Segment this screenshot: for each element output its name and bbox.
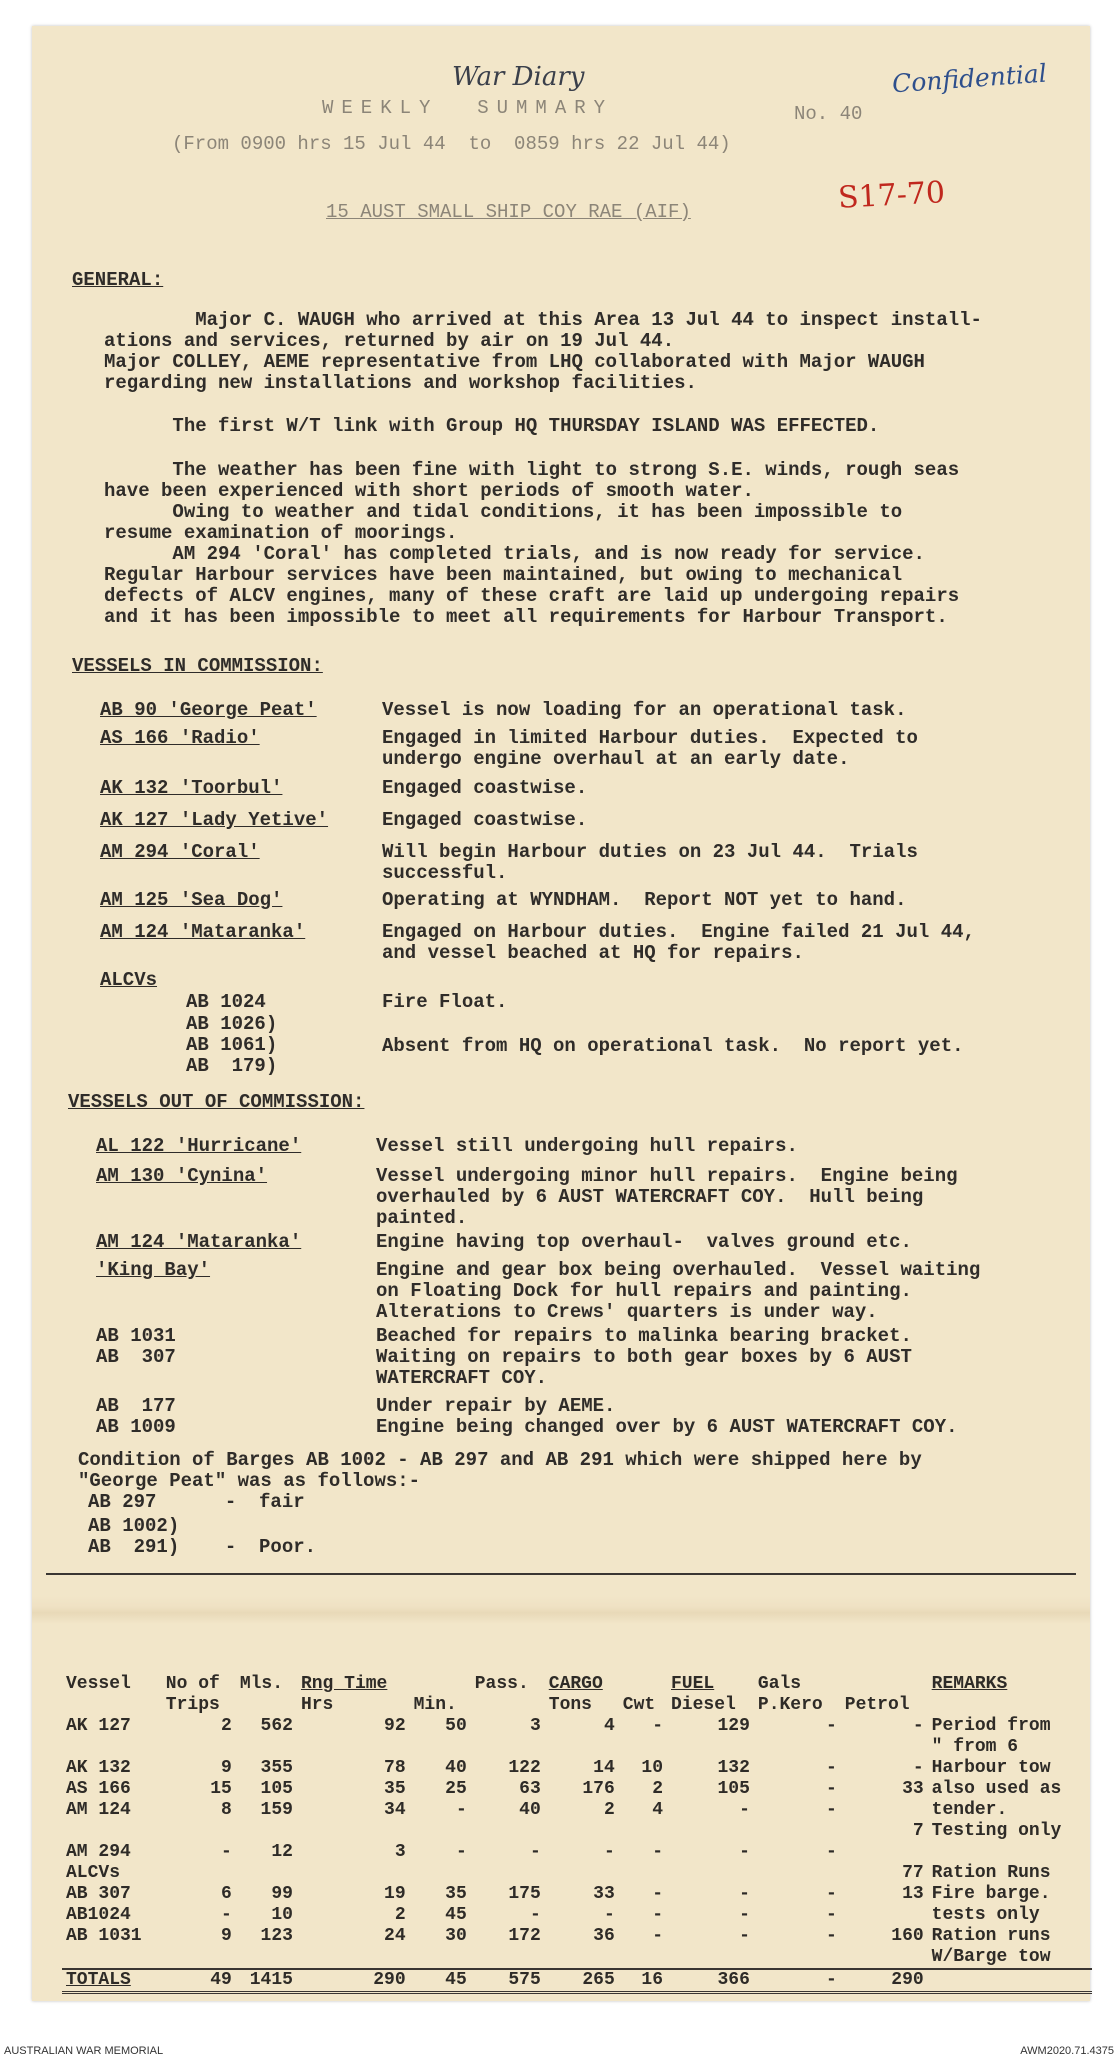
general-heading: GENERAL: xyxy=(72,269,164,291)
table-cell: - xyxy=(652,1716,663,1736)
table-cell: - xyxy=(529,1905,541,1925)
vessel-cell: AS 166 xyxy=(66,1779,131,1799)
vessel-name: AB 1026) AB 1061) AB 179) xyxy=(186,1013,278,1077)
table-cell xyxy=(297,1821,410,1842)
vessel-status: Engaged on Harbour duties. Engine failed 21 Jul 44, and vessel beached at HQ for repairs. xyxy=(382,921,975,964)
table-header-row xyxy=(62,1695,1092,1716)
table-cell: - xyxy=(739,1884,750,1904)
remarks-cell: tests only xyxy=(931,1905,1040,1925)
table-cell xyxy=(754,1863,841,1884)
table-cell xyxy=(545,1821,619,1842)
table-cell: 25 xyxy=(445,1779,467,1799)
remarks-cell: W/Barge tow xyxy=(931,1947,1051,1967)
table-cell: 105 xyxy=(717,1779,750,1799)
table-cell xyxy=(297,1947,410,1969)
table-cell: 92 xyxy=(384,1716,406,1736)
out-of-commission-heading: VESSELS OUT OF COMMISSION: xyxy=(68,1091,365,1113)
column-header: Tons xyxy=(548,1695,592,1715)
general-line: resume examination of moorings. xyxy=(104,522,458,544)
table-cell xyxy=(471,1947,545,1969)
table-cell: 30 xyxy=(445,1926,467,1946)
totals-cell: TOTALS xyxy=(66,1970,131,1990)
vessel-cell: AM 124 xyxy=(66,1800,131,1820)
table-cell: 10 xyxy=(641,1758,663,1778)
table-cell: 2 xyxy=(221,1716,232,1736)
vessel-cell: AB 307 xyxy=(66,1884,131,1904)
vessel-status: Waiting on repairs to both gear boxes by 6 AUST WATERCRAFT COY. xyxy=(376,1346,912,1389)
table-cell: 63 xyxy=(519,1779,541,1799)
vessel-name: AB 307 xyxy=(96,1346,176,1368)
table-cell xyxy=(471,1863,545,1884)
table-cell: - xyxy=(825,1905,837,1925)
table-cell: - xyxy=(739,1905,750,1925)
table-cell: 2 xyxy=(603,1800,615,1820)
barge-line: AB 297 - fair xyxy=(88,1491,305,1513)
remarks-cell: Ration Runs xyxy=(931,1863,1051,1883)
table-cell: 562 xyxy=(260,1716,293,1736)
vessel-status: Operating at WYNDHAM. Report NOT yet to hand. xyxy=(382,889,907,911)
table-cell: 8 xyxy=(221,1800,232,1820)
column-header: FUEL xyxy=(671,1674,715,1694)
table-cell: - xyxy=(825,1842,837,1862)
table-cell: - xyxy=(912,1716,924,1736)
barge-line: AB 1002) xyxy=(88,1515,180,1537)
table-row xyxy=(62,1716,1092,1737)
table-body xyxy=(62,1716,1092,1969)
table-cell: 122 xyxy=(508,1758,541,1778)
remarks-cell: Period from xyxy=(931,1716,1051,1736)
table-cell: 77 xyxy=(902,1863,924,1883)
vessel-name: AK 127 'Lady Yetive' xyxy=(100,809,329,831)
table-cell: 175 xyxy=(508,1884,541,1904)
table-cell: - xyxy=(739,1926,750,1946)
table-cell: - xyxy=(652,1926,663,1946)
weekly-vessel-summary-table xyxy=(62,1674,1092,1994)
vessel-cell: ALCVs xyxy=(66,1863,121,1883)
vessel-status: Vessel still undergoing hull repairs. xyxy=(376,1135,798,1157)
vessel-status: Engine having top overhaul- valves ground etc. xyxy=(376,1231,912,1253)
table-cell: - xyxy=(652,1842,663,1862)
table-cell xyxy=(619,1863,667,1884)
table-cell xyxy=(667,1821,754,1842)
table-cell xyxy=(754,1821,841,1842)
vessel-status: Absent from HQ on operational task. No report yet. xyxy=(382,1035,964,1057)
table-cell xyxy=(841,1800,928,1821)
table-cell xyxy=(162,1737,236,1758)
table-cell xyxy=(619,1947,667,1969)
vessel-cell xyxy=(62,1821,162,1842)
remarks-cell: Harbour tow xyxy=(931,1758,1051,1778)
table-cell: - xyxy=(221,1842,232,1862)
table-cell xyxy=(619,1821,667,1842)
vessel-cell: AM 294 xyxy=(66,1842,131,1862)
column-header: Hrs xyxy=(300,1695,334,1715)
table-cell: 33 xyxy=(593,1884,615,1904)
vessel-status: Engaged coastwise. xyxy=(382,777,588,799)
table-cell: 9 xyxy=(221,1926,232,1946)
war-diary-annotation: War Diary xyxy=(452,62,585,92)
vessel-name: AB 1009 xyxy=(96,1416,176,1438)
table-cell: 19 xyxy=(384,1884,406,1904)
vessel-name: AM 125 'Sea Dog' xyxy=(100,889,283,911)
archive-reference: AWM2020.71.4375 xyxy=(1020,2045,1114,2057)
table-cell xyxy=(236,1947,297,1969)
table-cell: 6 xyxy=(221,1884,232,1904)
column-header xyxy=(62,1695,162,1716)
vessel-cell: AK 127 xyxy=(66,1716,131,1736)
remarks-cell: tender. xyxy=(931,1800,1008,1820)
section-divider xyxy=(46,1573,1076,1575)
vessel-cell: AB 1031 xyxy=(66,1926,142,1946)
in-commission-heading: VESSELS IN COMMISSION: xyxy=(72,655,323,677)
table-cell xyxy=(410,1863,471,1884)
reporting-period: (From 0900 hrs 15 Jul 44 to 0859 hrs 22 Jul 44) xyxy=(172,133,731,155)
table-cell: 4 xyxy=(652,1800,663,1820)
table-cell: 355 xyxy=(260,1758,293,1778)
general-line: ations and services, returned by air on 19 Jul 44. xyxy=(104,330,675,352)
general-line: Major C. WAUGH who arrived at this Area 13 Jul 44 to inspect install- xyxy=(104,309,982,331)
column-header: Trips xyxy=(165,1695,220,1715)
totals-cell: 366 xyxy=(717,1970,750,1990)
table-cell xyxy=(471,1821,545,1842)
vessel-status: Fire Float. xyxy=(382,991,508,1013)
table-cell xyxy=(667,1947,754,1969)
vessel-status: Under repair by AEME. xyxy=(376,1395,616,1417)
column-header xyxy=(471,1695,545,1716)
vessel-cell: AB1024 xyxy=(66,1905,131,1925)
general-line: have been experienced with short periods of smooth water. xyxy=(104,480,754,502)
table-row xyxy=(62,1800,1092,1821)
table-cell: - xyxy=(825,1800,837,1820)
table-row xyxy=(62,1863,1092,1884)
table-cell: 24 xyxy=(384,1926,406,1946)
table-cell: - xyxy=(455,1842,467,1862)
table-cell: 4 xyxy=(603,1716,615,1736)
table-cell: - xyxy=(652,1905,663,1925)
document-page xyxy=(32,26,1090,2001)
table-cell: 3 xyxy=(394,1842,406,1862)
column-header: No of xyxy=(165,1674,220,1694)
table-cell xyxy=(667,1863,754,1884)
vessel-name: 'King Bay' xyxy=(96,1259,211,1281)
table-cell xyxy=(471,1737,545,1758)
vessel-name: AB 1024 xyxy=(186,991,266,1013)
table-cell xyxy=(236,1737,297,1758)
table-cell: - xyxy=(825,1758,837,1778)
vessel-name: AM 124 'Mataranka' xyxy=(96,1231,302,1253)
table-cell: 159 xyxy=(260,1800,293,1820)
table-cell xyxy=(754,1737,841,1758)
reference-number-annotation: S17-70 xyxy=(837,175,946,216)
totals-cell: 290 xyxy=(891,1970,924,1990)
table-cell: - xyxy=(652,1884,663,1904)
column-header: Vessel xyxy=(66,1674,131,1694)
table-row xyxy=(62,1821,1092,1842)
barge-line: Condition of Barges AB 1002 - AB 297 and AB 291 which were shipped here by xyxy=(78,1449,922,1471)
table-cell: - xyxy=(221,1905,232,1925)
general-line: Owing to weather and tidal conditions, it has been impossible to xyxy=(104,501,903,523)
totals-cell: - xyxy=(825,1970,837,1990)
table-cell: 14 xyxy=(593,1758,615,1778)
table-cell: 129 xyxy=(717,1716,750,1736)
column-header xyxy=(841,1674,928,1695)
vessel-cell: AK 132 xyxy=(66,1758,131,1778)
column-header xyxy=(619,1674,667,1695)
table-cell xyxy=(297,1863,410,1884)
table-cell xyxy=(236,1821,297,1842)
vessel-name: AM 130 'Cynina' xyxy=(96,1165,268,1187)
column-header: CARGO xyxy=(548,1674,603,1694)
table-cell xyxy=(162,1863,236,1884)
alcv-label: ALCVs xyxy=(100,969,158,991)
barge-line: "George Peat" was as follows:- xyxy=(78,1470,421,1492)
general-line: The weather has been fine with light to strong S.E. winds, rough seas xyxy=(104,459,960,481)
table-cell: 2 xyxy=(652,1779,663,1799)
vessel-name: AL 122 'Hurricane' xyxy=(96,1135,302,1157)
table-cell: 123 xyxy=(260,1926,293,1946)
table-cell: 45 xyxy=(445,1905,467,1925)
table-cell: 35 xyxy=(384,1779,406,1799)
table-cell: 3 xyxy=(529,1716,541,1736)
column-header xyxy=(410,1674,471,1695)
totals-cell: 575 xyxy=(508,1970,541,1990)
table-cell xyxy=(841,1737,928,1758)
column-header: Min. xyxy=(413,1695,457,1715)
table-cell: 13 xyxy=(902,1884,924,1904)
table-row xyxy=(62,1737,1092,1758)
table-cell: 176 xyxy=(582,1779,615,1799)
totals-cell: 1415 xyxy=(249,1970,293,1990)
general-line: The first W/T link with Group HQ THURSDAY ISLAND WAS EFFECTED. xyxy=(104,415,880,437)
table-cell: 15 xyxy=(210,1779,232,1799)
table-cell: 2 xyxy=(394,1905,406,1925)
totals-cell: 49 xyxy=(210,1970,232,1990)
vessel-name: AB 90 'George Peat' xyxy=(100,699,317,721)
vessel-status: Will begin Harbour duties on 23 Jul 44. Trials successful. xyxy=(382,841,918,884)
table-cell xyxy=(410,1947,471,1969)
table-cell xyxy=(162,1821,236,1842)
table-cell: - xyxy=(825,1716,837,1736)
column-header: Pass. xyxy=(474,1674,529,1694)
vessel-name: AB 1031 xyxy=(96,1325,176,1347)
table-cell: 40 xyxy=(445,1758,467,1778)
vessel-status: Engaged coastwise. xyxy=(382,809,588,831)
vessel-name: AS 166 'Radio' xyxy=(100,727,260,749)
totals-cell: 265 xyxy=(582,1970,615,1990)
column-header: P.Kero xyxy=(757,1695,823,1715)
table-cell xyxy=(410,1737,471,1758)
unit-name: 15 AUST SMALL SHIP COY RAE (AIF) xyxy=(326,201,691,223)
general-line: regarding new installations and workshop facilities. xyxy=(104,372,697,394)
table-cell xyxy=(297,1737,410,1758)
table-cell: 7 xyxy=(912,1821,924,1841)
table-row xyxy=(62,1947,1092,1969)
table-cell: 40 xyxy=(519,1800,541,1820)
vessel-status: Engaged in limited Harbour duties. Expected to undergo engine overhaul at an early date. xyxy=(382,727,918,770)
column-header xyxy=(928,1695,1092,1716)
table-cell: - xyxy=(739,1800,750,1820)
table-cell: 99 xyxy=(271,1884,293,1904)
table-cell: - xyxy=(825,1884,837,1904)
table-cell: 33 xyxy=(902,1779,924,1799)
table-cell xyxy=(545,1863,619,1884)
table-cell xyxy=(841,1842,928,1863)
remarks-cell: " from 6 xyxy=(931,1737,1019,1757)
totals-cell: 16 xyxy=(641,1970,663,1990)
column-header: Rng Time xyxy=(300,1674,388,1694)
totals-cell xyxy=(928,1969,1092,1993)
remarks-cell: Testing only xyxy=(931,1821,1062,1841)
vessel-name: AK 132 'Toorbul' xyxy=(100,777,283,799)
vessel-name: AM 124 'Mataranka' xyxy=(100,921,306,943)
table-cell: - xyxy=(529,1842,541,1862)
table-cell: 10 xyxy=(271,1905,293,1925)
table-cell: 105 xyxy=(260,1779,293,1799)
confidential-annotation: Confidential xyxy=(891,58,1048,99)
column-header: Petrol xyxy=(844,1695,910,1715)
vessel-status: Engine being changed over by 6 AUST WATERCRAFT COY. xyxy=(376,1416,958,1438)
document-title: WEEKLY SUMMARY xyxy=(322,97,614,119)
remarks-cell: Ration runs xyxy=(931,1926,1051,1946)
table-cell: - xyxy=(825,1926,837,1946)
totals-cell: 290 xyxy=(373,1970,406,1990)
vessel-cell xyxy=(62,1947,162,1969)
general-line: defects of ALCV engines, many of these craft are laid up undergoing repairs xyxy=(104,585,960,607)
table-header-row xyxy=(62,1674,1092,1695)
table-cell: - xyxy=(912,1758,924,1778)
totals-row xyxy=(62,1969,1092,1993)
table-cell: 36 xyxy=(593,1926,615,1946)
table-cell xyxy=(667,1737,754,1758)
table-cell xyxy=(236,1863,297,1884)
table-cell xyxy=(410,1821,471,1842)
table-row xyxy=(62,1905,1092,1926)
vessel-status: Vessel is now loading for an operational task. xyxy=(382,699,907,721)
table-cell xyxy=(841,1947,928,1969)
table-cell: 78 xyxy=(384,1758,406,1778)
general-line: AM 294 'Coral' has completed trials, and is now ready for service. xyxy=(104,543,925,565)
table-cell xyxy=(841,1905,928,1926)
table-cell: - xyxy=(603,1905,615,1925)
table-cell xyxy=(754,1947,841,1969)
table-cell: 172 xyxy=(508,1926,541,1946)
table-cell: - xyxy=(603,1842,615,1862)
vessel-status: Engine and gear box being overhauled. Vessel waiting on Floating Dock for hull repairs and painting. Alterations to Crews' quarters is under way. xyxy=(376,1259,981,1323)
table-cell xyxy=(545,1947,619,1969)
vessel-name: AM 294 'Coral' xyxy=(100,841,260,863)
table-cell: 34 xyxy=(384,1800,406,1820)
table-cell: - xyxy=(739,1842,750,1862)
vessel-status: Beached for repairs to malinka bearing bracket. xyxy=(376,1325,912,1347)
column-header: Diesel xyxy=(671,1695,736,1715)
archive-credit: AUSTRALIAN WAR MEMORIAL xyxy=(4,2045,164,2057)
table-cell: 35 xyxy=(445,1884,467,1904)
column-header: Mls. xyxy=(239,1674,284,1694)
table-row xyxy=(62,1758,1092,1779)
column-header: Gals xyxy=(757,1674,802,1694)
table-cell: 12 xyxy=(271,1842,293,1862)
table-cell xyxy=(619,1737,667,1758)
general-line: Regular Harbour services have been maintained, but owing to mechanical xyxy=(104,564,903,586)
general-line: Major COLLEY, AEME representative from LHQ collaborated with Major WAUGH xyxy=(104,351,925,373)
table-cell: 132 xyxy=(717,1758,750,1778)
table-cell xyxy=(162,1947,236,1969)
vessel-name: AB 177 xyxy=(96,1395,176,1417)
column-header: Cwt xyxy=(622,1695,656,1715)
table-row xyxy=(62,1779,1092,1800)
table-row xyxy=(62,1884,1092,1905)
remarks-cell xyxy=(928,1842,1092,1863)
table-cell: 9 xyxy=(221,1758,232,1778)
summary-number: No. 40 xyxy=(794,103,863,125)
table-cell: - xyxy=(825,1779,837,1799)
remarks-cell: Fire barge. xyxy=(931,1884,1051,1904)
vessel-cell xyxy=(62,1737,162,1758)
vessel-status: Vessel undergoing minor hull repairs. Engine being overhauled by 6 AUST WATERCRAFT COY. Hull being painted. xyxy=(376,1165,958,1229)
remarks-cell: also used as xyxy=(931,1779,1062,1799)
table-cell xyxy=(545,1737,619,1758)
table-cell: 50 xyxy=(445,1716,467,1736)
column-header: REMARKS xyxy=(931,1674,1008,1694)
table-cell: 160 xyxy=(891,1926,924,1946)
table-row xyxy=(62,1926,1092,1947)
totals-cell: 45 xyxy=(445,1970,467,1990)
general-line: and it has been impossible to meet all requirements for Harbour Transport. xyxy=(104,606,948,628)
table-cell: - xyxy=(455,1800,467,1820)
barge-line: AB 291) - Poor. xyxy=(88,1536,317,1558)
column-header xyxy=(236,1695,297,1716)
table-row xyxy=(62,1842,1092,1863)
